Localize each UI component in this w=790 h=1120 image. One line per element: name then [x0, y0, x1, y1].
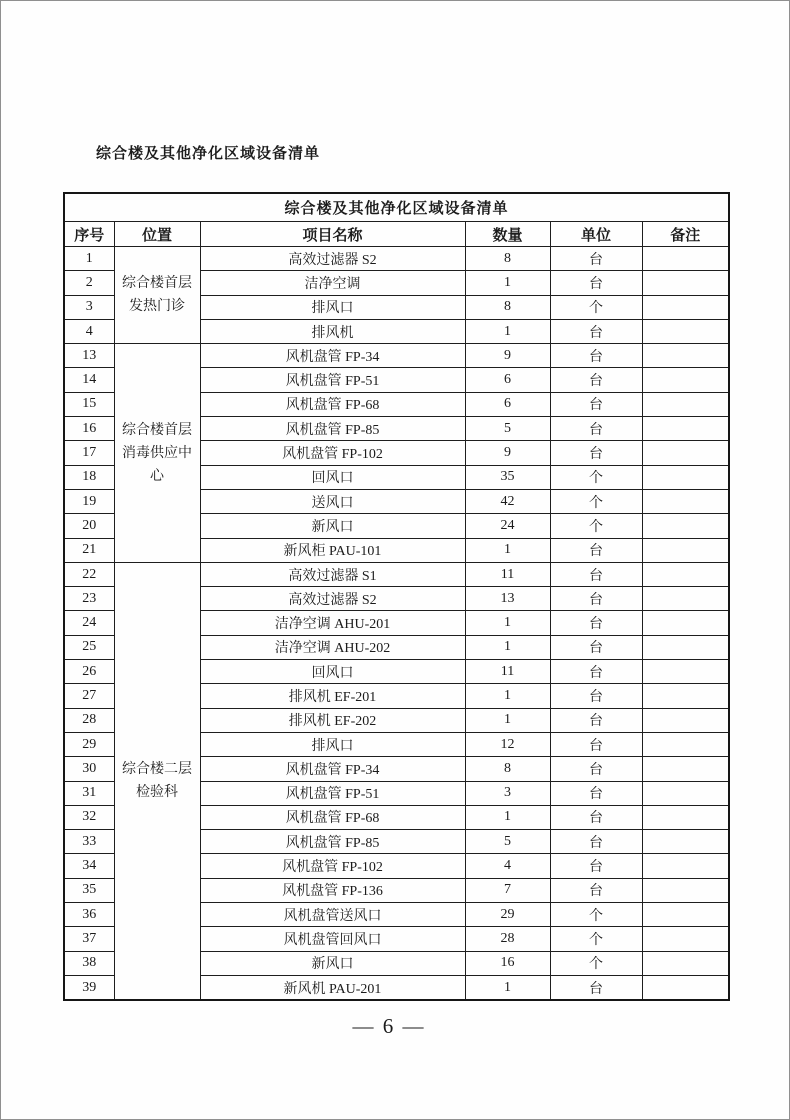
- cell-note: [642, 975, 729, 1000]
- cell-qty: 1: [465, 635, 550, 659]
- cell-unit: 台: [550, 684, 642, 708]
- cell-item: 风机盘管 FP-85: [200, 417, 465, 441]
- cell-qty: 6: [465, 392, 550, 416]
- cell-unit: 台: [550, 732, 642, 756]
- cell-item: 高效过滤器 S1: [200, 562, 465, 586]
- cell-unit: 个: [550, 903, 642, 927]
- cell-item: 风机盘管 FP-51: [200, 368, 465, 392]
- cell-item: 洁净空调 AHU-201: [200, 611, 465, 635]
- cell-qty: 1: [465, 708, 550, 732]
- cell-item: 风机盘管送风口: [200, 903, 465, 927]
- cell-no: 4: [64, 319, 114, 343]
- cell-unit: 台: [550, 441, 642, 465]
- cell-no: 16: [64, 417, 114, 441]
- cell-no: 17: [64, 441, 114, 465]
- cell-no: 23: [64, 587, 114, 611]
- cell-unit: 个: [550, 465, 642, 489]
- cell-note: [642, 903, 729, 927]
- cell-item: 排风口: [200, 295, 465, 319]
- column-header-location: 位置: [114, 222, 200, 247]
- cell-qty: 3: [465, 781, 550, 805]
- cell-qty: 16: [465, 951, 550, 975]
- cell-note: [642, 392, 729, 416]
- cell-unit: 台: [550, 878, 642, 902]
- cell-item: 风机盘管 FP-68: [200, 392, 465, 416]
- location-line: 检验科: [136, 785, 178, 801]
- column-header-no: 序号: [64, 222, 114, 247]
- cell-unit: 台: [550, 368, 642, 392]
- cell-qty: 1: [465, 805, 550, 829]
- cell-qty: 6: [465, 368, 550, 392]
- cell-no: 37: [64, 927, 114, 951]
- cell-qty: 1: [465, 975, 550, 1000]
- cell-item: 新风口: [200, 951, 465, 975]
- cell-note: [642, 781, 729, 805]
- cell-note: [642, 489, 729, 513]
- cell-item: 排风口: [200, 732, 465, 756]
- cell-qty: 1: [465, 611, 550, 635]
- cell-qty: 1: [465, 684, 550, 708]
- cell-note: [642, 417, 729, 441]
- cell-no: 36: [64, 903, 114, 927]
- cell-item: 送风口: [200, 489, 465, 513]
- cell-qty: 12: [465, 732, 550, 756]
- cell-unit: 个: [550, 295, 642, 319]
- cell-qty: 9: [465, 344, 550, 368]
- cell-qty: 13: [465, 587, 550, 611]
- table-title: 综合楼及其他净化区域设备清单: [64, 193, 729, 222]
- cell-item: 回风口: [200, 660, 465, 684]
- cell-item: 排风机: [200, 319, 465, 343]
- cell-no: 21: [64, 538, 114, 562]
- cell-qty: 1: [465, 538, 550, 562]
- cell-no: 18: [64, 465, 114, 489]
- cell-no: 33: [64, 830, 114, 854]
- cell-qty: 11: [465, 660, 550, 684]
- page-number: — 6 —: [352, 1014, 426, 1038]
- cell-item: 排风机 EF-201: [200, 684, 465, 708]
- cell-no: 15: [64, 392, 114, 416]
- cell-no: 19: [64, 489, 114, 513]
- cell-qty: 5: [465, 417, 550, 441]
- cell-note: [642, 732, 729, 756]
- cell-no: 1: [64, 247, 114, 271]
- cell-no: 13: [64, 344, 114, 368]
- cell-note: [642, 344, 729, 368]
- cell-qty: 4: [465, 854, 550, 878]
- cell-unit: 台: [550, 417, 642, 441]
- cell-no: 35: [64, 878, 114, 902]
- cell-qty: 28: [465, 927, 550, 951]
- cell-qty: 35: [465, 465, 550, 489]
- cell-note: [642, 684, 729, 708]
- cell-item: 新风机 PAU-201: [200, 975, 465, 1000]
- location-line: 综合楼首层: [122, 276, 192, 292]
- cell-qty: 29: [465, 903, 550, 927]
- cell-note: [642, 562, 729, 586]
- cell-qty: 42: [465, 489, 550, 513]
- cell-item: 高效过滤器 S2: [200, 587, 465, 611]
- cell-no: 14: [64, 368, 114, 392]
- location-line: 发热门诊: [129, 299, 185, 315]
- cell-unit: 个: [550, 489, 642, 513]
- cell-note: [642, 708, 729, 732]
- cell-note: [642, 295, 729, 319]
- cell-qty: 8: [465, 295, 550, 319]
- cell-note: [642, 538, 729, 562]
- cell-item: 风机盘管 FP-51: [200, 781, 465, 805]
- cell-note: [642, 514, 729, 538]
- cell-item: 新风口: [200, 514, 465, 538]
- cell-no: 28: [64, 708, 114, 732]
- cell-item: 洁净空调 AHU-202: [200, 635, 465, 659]
- cell-unit: 台: [550, 757, 642, 781]
- cell-unit: 台: [550, 830, 642, 854]
- cell-unit: 台: [550, 635, 642, 659]
- table-row: [64, 344, 729, 368]
- cell-item: 风机盘管 FP-34: [200, 757, 465, 781]
- cell-unit: 台: [550, 392, 642, 416]
- cell-item: 风机盘管回风口: [200, 927, 465, 951]
- cell-item: 风机盘管 FP-85: [200, 830, 465, 854]
- cell-unit: 台: [550, 538, 642, 562]
- cell-unit: 台: [550, 805, 642, 829]
- location-cell: [114, 247, 200, 344]
- cell-item: 风机盘管 FP-34: [200, 344, 465, 368]
- cell-qty: 1: [465, 319, 550, 343]
- cell-no: 30: [64, 757, 114, 781]
- location-line: 消毒供应中: [122, 445, 192, 461]
- table-row: [64, 247, 729, 271]
- cell-item: 风机盘管 FP-102: [200, 854, 465, 878]
- cell-no: 31: [64, 781, 114, 805]
- cell-unit: 台: [550, 562, 642, 586]
- cell-qty: 5: [465, 830, 550, 854]
- cell-item: 洁净空调: [200, 271, 465, 295]
- column-header-qty: 数量: [465, 222, 550, 247]
- cell-unit: 个: [550, 927, 642, 951]
- cell-note: [642, 319, 729, 343]
- cell-qty: 24: [465, 514, 550, 538]
- cell-unit: 台: [550, 781, 642, 805]
- cell-qty: 1: [465, 271, 550, 295]
- cell-note: [642, 611, 729, 635]
- cell-unit: 台: [550, 854, 642, 878]
- cell-item: 回风口: [200, 465, 465, 489]
- cell-note: [642, 660, 729, 684]
- location-line: 心: [150, 468, 164, 484]
- location-cell: [114, 562, 200, 1000]
- cell-no: 24: [64, 611, 114, 635]
- cell-unit: 个: [550, 951, 642, 975]
- cell-note: [642, 805, 729, 829]
- cell-note: [642, 878, 729, 902]
- cell-no: 38: [64, 951, 114, 975]
- cell-no: 20: [64, 514, 114, 538]
- cell-no: 34: [64, 854, 114, 878]
- cell-qty: 8: [465, 247, 550, 271]
- equipment-table: [63, 192, 730, 1001]
- table-body: [64, 247, 729, 1001]
- cell-unit: 台: [550, 660, 642, 684]
- cell-unit: 台: [550, 611, 642, 635]
- cell-qty: 8: [465, 757, 550, 781]
- cell-qty: 11: [465, 562, 550, 586]
- cell-note: [642, 441, 729, 465]
- cell-unit: 台: [550, 319, 642, 343]
- table-row: [64, 562, 729, 586]
- cell-item: 风机盘管 FP-102: [200, 441, 465, 465]
- cell-note: [642, 927, 729, 951]
- cell-note: [642, 587, 729, 611]
- location-line: 综合楼首层: [122, 422, 192, 438]
- column-header-note: 备注: [642, 222, 729, 247]
- cell-no: 27: [64, 684, 114, 708]
- cell-unit: 台: [550, 975, 642, 1000]
- cell-unit: 台: [550, 708, 642, 732]
- cell-unit: 台: [550, 344, 642, 368]
- cell-note: [642, 951, 729, 975]
- column-header-unit: 单位: [550, 222, 642, 247]
- cell-note: [642, 465, 729, 489]
- cell-note: [642, 757, 729, 781]
- cell-item: 高效过滤器 S2: [200, 247, 465, 271]
- cell-unit: 个: [550, 514, 642, 538]
- cell-item: 排风机 EF-202: [200, 708, 465, 732]
- column-header-item: 项目名称: [200, 222, 465, 247]
- cell-no: 2: [64, 271, 114, 295]
- cell-qty: 7: [465, 878, 550, 902]
- cell-no: 22: [64, 562, 114, 586]
- cell-no: 25: [64, 635, 114, 659]
- cell-note: [642, 830, 729, 854]
- location-line: 综合楼二层: [122, 762, 192, 778]
- cell-unit: 台: [550, 587, 642, 611]
- table-title-row: [64, 193, 729, 222]
- cell-item: 新风柜 PAU-101: [200, 538, 465, 562]
- cell-item: 风机盘管 FP-136: [200, 878, 465, 902]
- cell-qty: 9: [465, 441, 550, 465]
- table-header-row: [64, 222, 729, 247]
- cell-no: 39: [64, 975, 114, 1000]
- cell-no: 26: [64, 660, 114, 684]
- cell-item: 风机盘管 FP-68: [200, 805, 465, 829]
- document-heading: 综合楼及其他净化区域设备清单: [96, 146, 321, 162]
- cell-note: [642, 271, 729, 295]
- cell-note: [642, 854, 729, 878]
- location-cell: [114, 344, 200, 563]
- cell-unit: 台: [550, 271, 642, 295]
- cell-note: [642, 635, 729, 659]
- cell-note: [642, 247, 729, 271]
- cell-no: 32: [64, 805, 114, 829]
- cell-no: 3: [64, 295, 114, 319]
- cell-no: 29: [64, 732, 114, 756]
- cell-note: [642, 368, 729, 392]
- cell-unit: 台: [550, 247, 642, 271]
